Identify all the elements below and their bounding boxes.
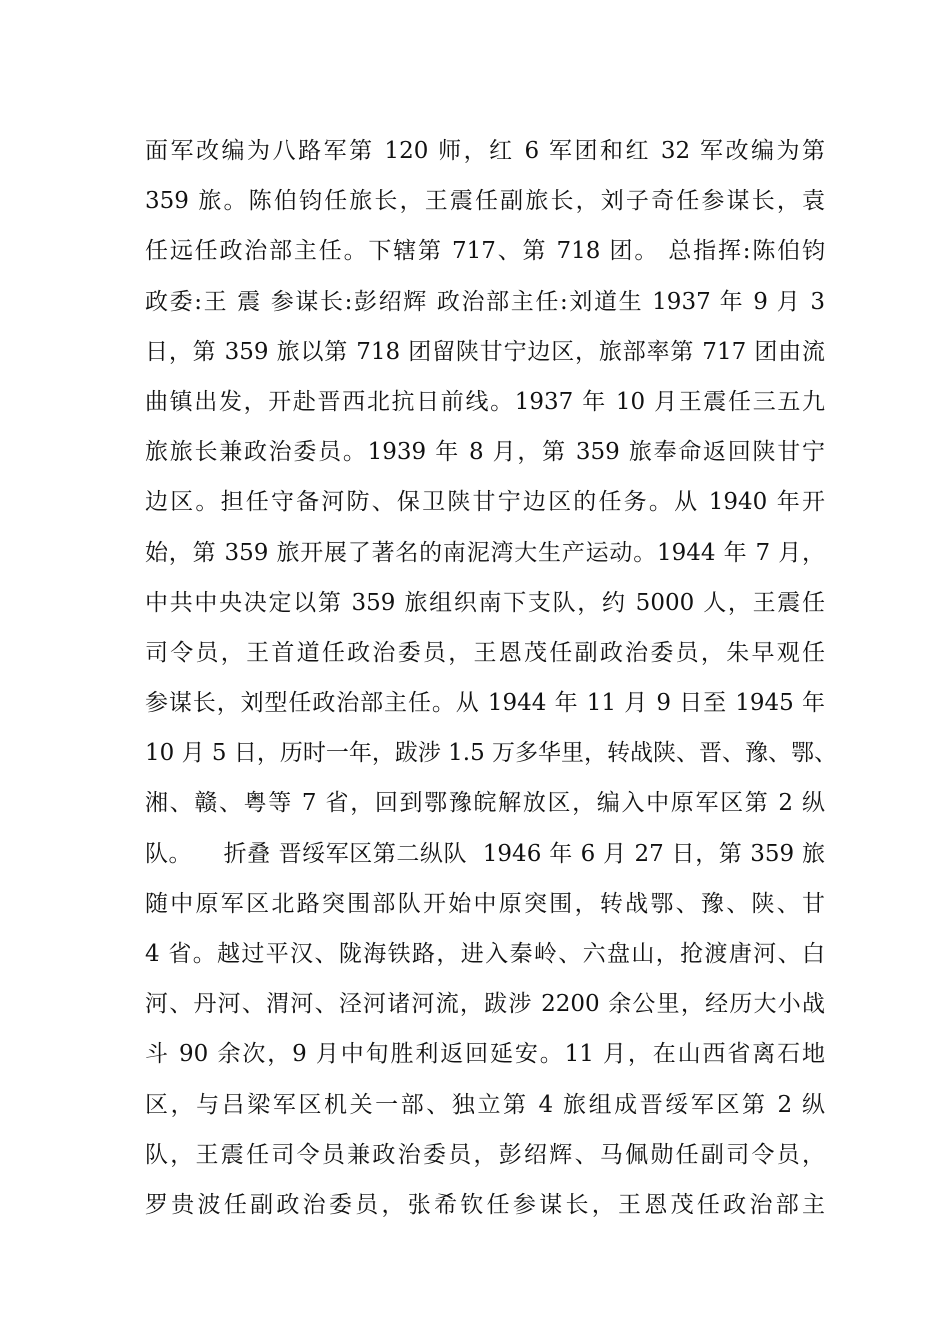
text-line: 任远任政治部主任。下辖第 717、第 718 团。 总指挥:陈伯钧 xyxy=(145,238,825,265)
text-line: 4 省。越过平汉、陇海铁路，进入秦岭、六盘山，抢渡唐河、白 xyxy=(145,941,825,967)
text-line: 区，与吕梁军区机关一部、独立第 4 旅组成晋绥军区第 2 纵 xyxy=(145,1091,825,1118)
text-line: 始，第 359 旅开展了著名的南泥湾大生产运动。1944 年 7 月， xyxy=(145,539,825,566)
text-line: 斗 90 余次，9 月中旬胜利返回延安。11 月，在山西省离石地 xyxy=(145,1041,825,1068)
text-line: 司令员，王首道任政治委员，王恩茂任副政治委员，朱早观任 xyxy=(145,639,825,666)
body-text xyxy=(145,126,838,1230)
text-line: 参谋长，刘型任政治部主任。从 1944 年 11 月 9 日至 1945 年 xyxy=(145,690,825,717)
text-line: 队。 折叠 晋绥军区第二纵队 1946 年 6 月 27 日，第 359 旅 xyxy=(145,840,825,867)
text-line: 日，第 359 旅以第 718 团留陕甘宁边区，旅部率第 717 团由流 xyxy=(145,338,825,365)
text-line: 政委:王 震 参谋长:彭绍辉 政治部主任:刘道生 1937 年 9 月 3 xyxy=(145,288,825,315)
text-line: 边区。担任守备河防、保卫陕甘宁边区的任务。从 1940 年开 xyxy=(145,489,825,516)
text-line: 面军改编为八路军第 120 师，红 6 军团和红 32 军改编为第 xyxy=(145,138,825,164)
text-line: 曲镇出发，开赴晋西北抗日前线。1937 年 10 月王震任三五九 xyxy=(145,388,825,415)
text-line: 10 月 5 日，历时一年，跋涉 1.5 万多华里，转战陕、晋、豫、鄂、 xyxy=(145,740,838,767)
text-line: 旅旅长兼政治委员。1939 年 8 月，第 359 旅奉命返回陕甘宁 xyxy=(145,439,825,466)
text-line: 湘、赣、粤等 7 省，回到鄂豫皖解放区，编入中原军区第 2 纵 xyxy=(145,790,825,817)
text-line: 359 旅。陈伯钧任旅长，王震任副旅长，刘子奇任参谋长，袁 xyxy=(145,188,825,215)
text-line: 罗贵波任副政治委员，张希钦任参谋长，王恩茂任政治部主 xyxy=(145,1191,825,1218)
text-line: 队，王震任司令员兼政治委员，彭绍辉、马佩勋任副司令员， xyxy=(145,1141,825,1168)
text-line: 河、丹河、渭河、泾河诸河流，跋涉 2200 余公里，经历大小战 xyxy=(145,991,825,1018)
text-line: 随中原军区北路突围部队开始中原突围，转战鄂、豫、陕、甘 xyxy=(145,890,825,917)
text-line: 中共中央决定以第 359 旅组织南下支队，约 5000 人，王震任 xyxy=(145,589,825,616)
